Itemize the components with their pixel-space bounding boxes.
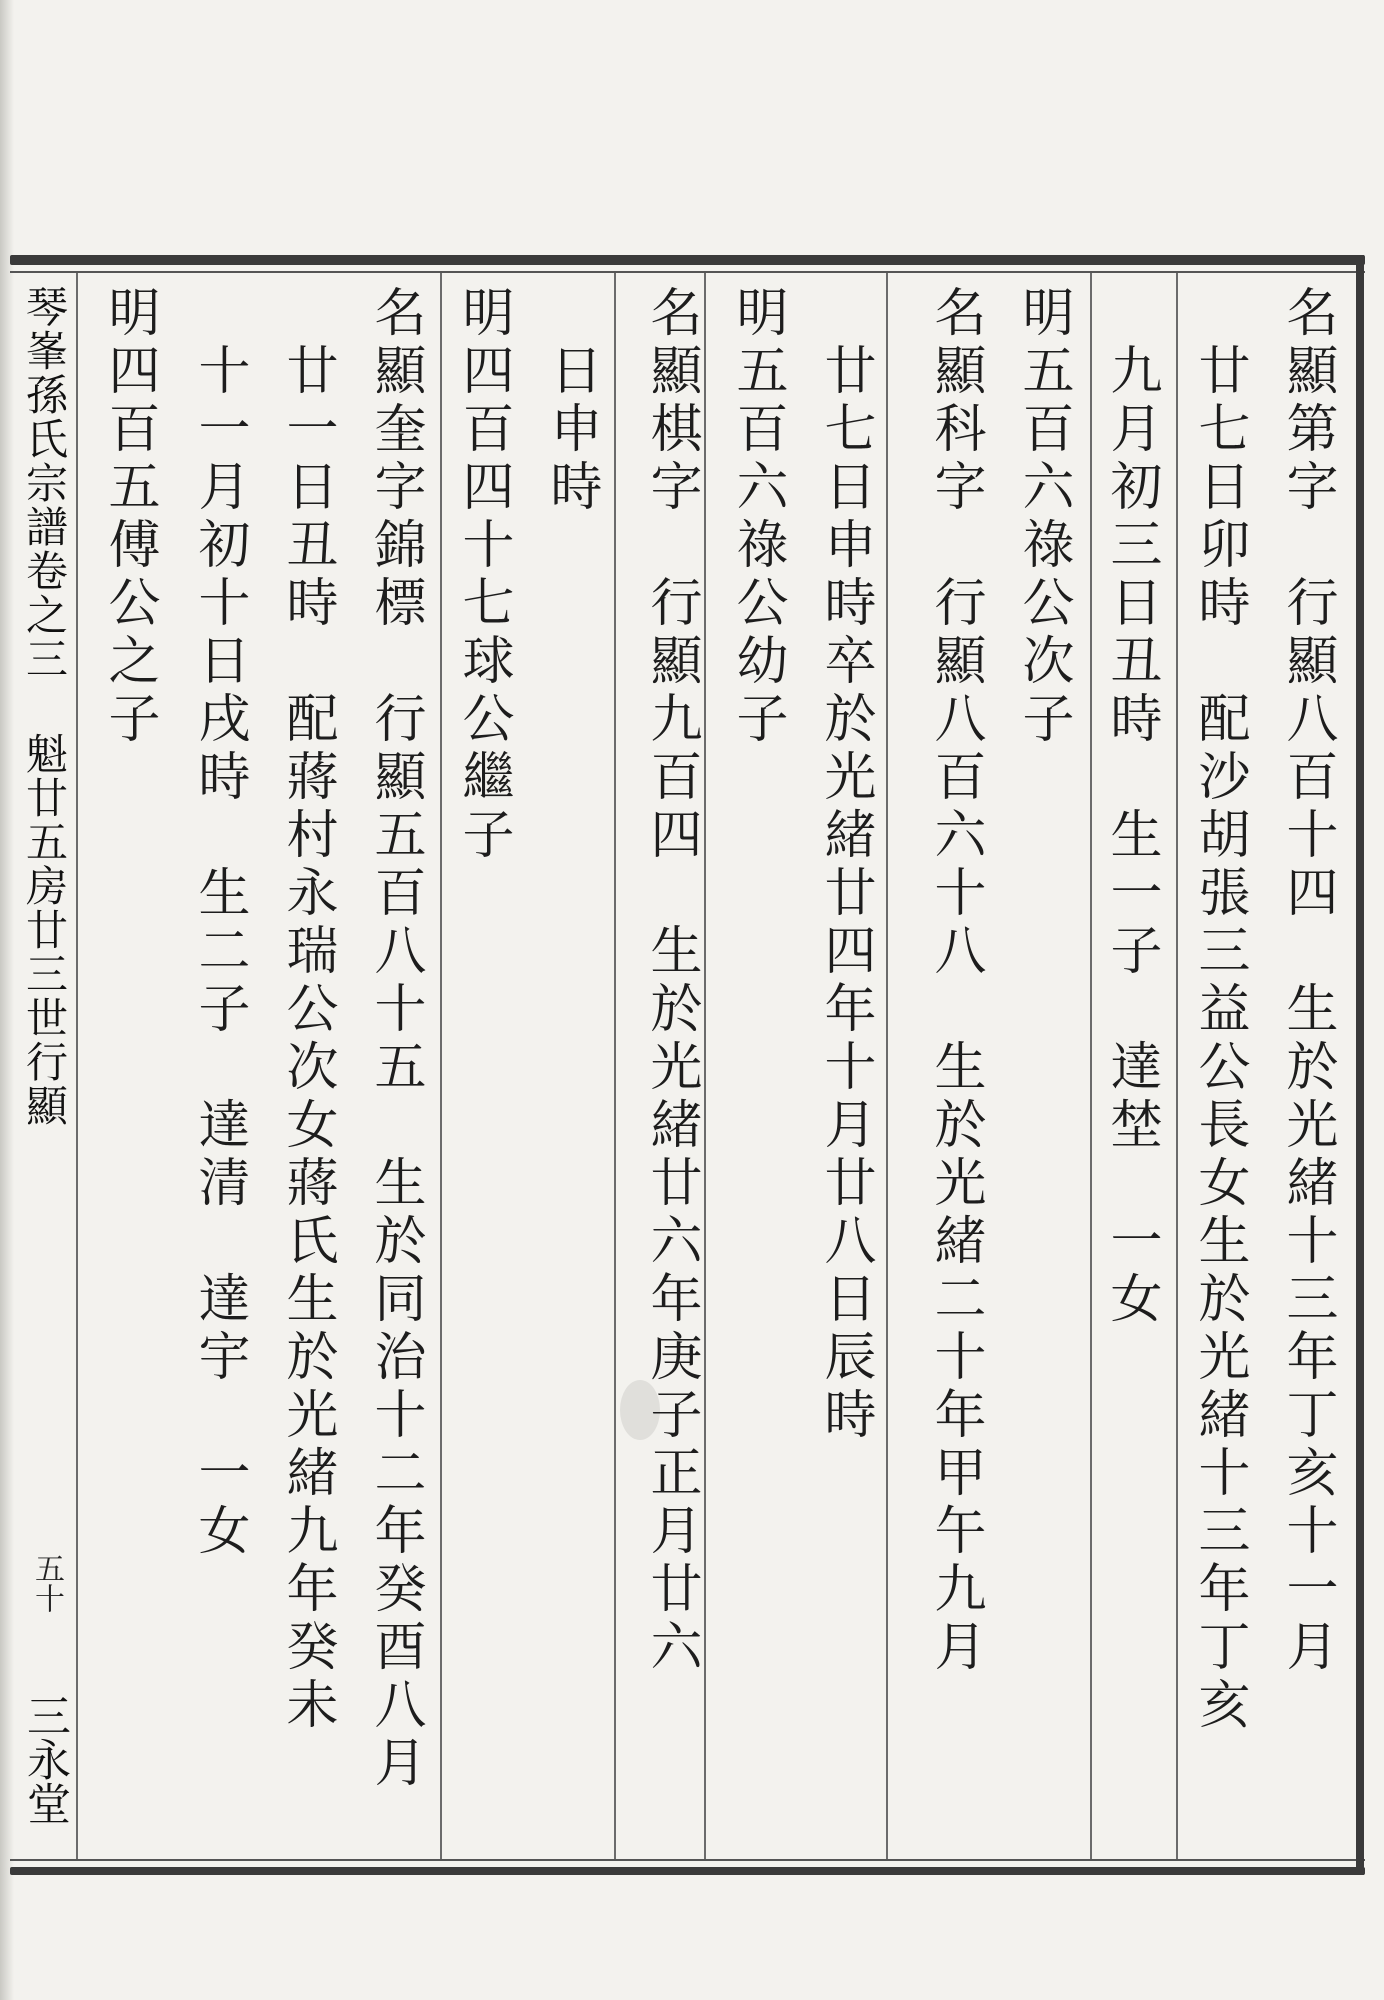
text-column: 廿七日申時卒於光緒廿四年十月廿八日辰時 — [815, 285, 875, 1445]
page-frame — [10, 255, 1380, 1885]
text-column: 明五百六祿公幼子 — [727, 285, 787, 749]
text-column: 明四百四十七球公繼子 — [453, 285, 513, 865]
text-column: 明四百五傅公之子 — [99, 285, 159, 749]
page-number: 五十 — [29, 1553, 64, 1613]
text-column: 九月初三日丑時 生一子 達埜 一女 — [1101, 285, 1161, 1329]
text-column: 名顯科字 行顯八百六十八 生於光緒二十年甲午九月 — [925, 285, 985, 1677]
text-column: 廿一日丑時 配蔣村永瑞公次女蔣氏生於光緒九年癸未 — [277, 285, 337, 1735]
right-border — [1356, 255, 1364, 1875]
top-inner-border — [10, 271, 1365, 273]
hall-name: 三永堂 — [19, 1693, 70, 1825]
margin-strip — [10, 273, 76, 1859]
paper-smudge — [620, 1380, 660, 1440]
text-column: 名顯奎字錦標 行顯五百八十五 生於同治十二年癸酉八月 — [365, 285, 425, 1793]
column-divider — [76, 273, 78, 1859]
bottom-inner-border — [10, 1859, 1365, 1861]
top-border — [10, 255, 1365, 265]
column-divider — [1176, 273, 1178, 1859]
section-title: 魁廿五房廿三世行顯 — [20, 732, 69, 1128]
text-column: 十一月初十日戌時 生二子 達清 達宇 一女 — [189, 285, 249, 1561]
text-column: 明五百六祿公次子 — [1013, 285, 1073, 749]
text-column: 名顯第字 行顯八百十四 生於光緒十三年丁亥十一月 — [1277, 285, 1337, 1677]
book-title: 琴峯孫氏宗譜卷之三 — [20, 285, 69, 681]
column-divider — [614, 273, 616, 1859]
bottom-border — [10, 1867, 1365, 1875]
column-divider — [440, 273, 442, 1859]
text-column: 廿七日卯時 配沙胡張三益公長女生於光緒十三年丁亥 — [1189, 285, 1249, 1735]
text-column: 日申時 — [541, 285, 601, 517]
column-divider — [886, 273, 888, 1859]
text-column: 名顯棋字 行顯九百四 生於光緒廿六年庚子正月廿六 — [641, 285, 701, 1677]
